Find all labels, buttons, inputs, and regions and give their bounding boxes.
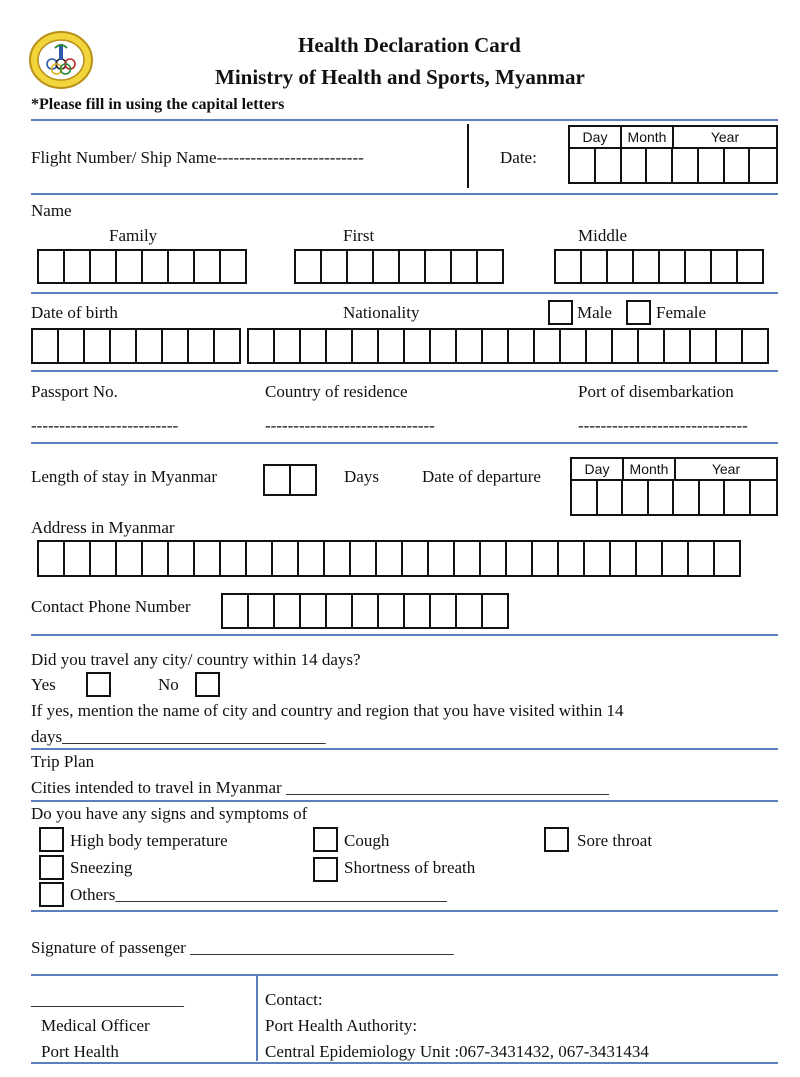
departure-date-input[interactable] bbox=[570, 457, 778, 516]
first-name-label: First bbox=[343, 226, 375, 245]
length-of-stay-label: Length of stay in Myanmar bbox=[31, 467, 218, 486]
passport-number-line[interactable]: -------------------------- bbox=[31, 416, 179, 435]
high-temperature-label: High body temperature bbox=[70, 831, 228, 850]
form-subtitle: Ministry of Health and Sports, Myanmar bbox=[215, 65, 585, 89]
country-of-residence-label: Country of residence bbox=[265, 382, 408, 401]
divider bbox=[31, 442, 778, 444]
shortness-of-breath-checkbox[interactable] bbox=[313, 857, 338, 882]
travel-days-line[interactable]: days_______________________________ bbox=[31, 727, 326, 746]
date-of-birth-label: Date of birth bbox=[31, 303, 118, 322]
trip-plan-label: Trip Plan bbox=[31, 752, 95, 771]
divider bbox=[31, 748, 778, 750]
male-label: Male bbox=[577, 303, 612, 322]
contact-label: Contact: bbox=[265, 990, 323, 1009]
divider bbox=[31, 800, 778, 802]
female-label: Female bbox=[656, 303, 707, 322]
date-of-birth-boxes[interactable] bbox=[31, 328, 241, 364]
family-name-label: Family bbox=[109, 226, 158, 245]
port-of-disembarkation-label: Port of disembarkation bbox=[578, 382, 734, 401]
nationality-boxes[interactable] bbox=[247, 328, 769, 364]
first-name-boxes[interactable] bbox=[294, 249, 504, 284]
form-title: Health Declaration Card bbox=[298, 33, 521, 57]
nationality-label: Nationality bbox=[343, 303, 420, 322]
travel-mention-text: If yes, mention the name of city and country and region that you have visited within 14 bbox=[31, 701, 624, 720]
cough-checkbox[interactable] bbox=[313, 827, 338, 852]
male-checkbox[interactable] bbox=[548, 300, 573, 325]
instruction-text: *Please fill in using the capital letters bbox=[31, 96, 285, 113]
sneezing-checkbox[interactable] bbox=[39, 855, 64, 880]
address-boxes[interactable] bbox=[37, 540, 741, 577]
no-label: No bbox=[158, 675, 179, 694]
sneezing-label: Sneezing bbox=[70, 858, 133, 877]
country-of-residence-line[interactable]: ------------------------------ bbox=[265, 416, 435, 435]
days-label: Days bbox=[344, 467, 379, 486]
flight-number-label: Flight Number/ Ship Name-------------------------- bbox=[31, 148, 364, 167]
divider bbox=[31, 910, 778, 912]
yes-label: Yes bbox=[31, 675, 56, 694]
contact-phone-boxes[interactable] bbox=[221, 593, 509, 629]
sore-throat-label: Sore throat bbox=[577, 831, 653, 850]
divider bbox=[31, 370, 778, 372]
epidemiology-unit-contact: Central Epidemiology Unit :067-3431432, 067-3431434 bbox=[265, 1042, 649, 1061]
sore-throat-checkbox[interactable] bbox=[544, 827, 569, 852]
divider bbox=[31, 1062, 778, 1064]
day-header: Day bbox=[570, 127, 622, 147]
footer-separator bbox=[256, 976, 258, 1061]
day-header: Day bbox=[572, 459, 624, 479]
others-checkbox[interactable] bbox=[39, 882, 64, 907]
middle-name-label: Middle bbox=[578, 226, 628, 245]
shortness-of-breath-label: Shortness of breath bbox=[344, 858, 476, 877]
date-label: Date: bbox=[500, 148, 537, 167]
female-checkbox[interactable] bbox=[626, 300, 651, 325]
flight-date-separator bbox=[467, 124, 469, 188]
date-of-departure-label: Date of departure bbox=[422, 467, 541, 486]
name-label: Name bbox=[31, 201, 72, 220]
travel-no-checkbox[interactable] bbox=[195, 672, 220, 697]
divider bbox=[31, 193, 778, 195]
port-health-label: Port Health bbox=[41, 1042, 119, 1061]
flight-date-input[interactable] bbox=[568, 125, 778, 184]
signature-line[interactable]: Signature of passenger _______________________________ bbox=[31, 938, 454, 957]
family-name-boxes[interactable] bbox=[37, 249, 247, 284]
month-header: Month bbox=[624, 459, 676, 479]
port-of-disembarkation-line[interactable]: ------------------------------ bbox=[578, 416, 748, 435]
month-header: Month bbox=[622, 127, 674, 147]
divider bbox=[31, 634, 778, 636]
ministry-logo-icon bbox=[28, 30, 94, 90]
high-temperature-checkbox[interactable] bbox=[39, 827, 64, 852]
travel-question: Did you travel any city/ country within 14 days? bbox=[31, 650, 361, 669]
travel-yes-checkbox[interactable] bbox=[86, 672, 111, 697]
divider bbox=[31, 119, 778, 121]
cough-label: Cough bbox=[344, 831, 390, 850]
year-header: Year bbox=[711, 461, 741, 477]
middle-name-boxes[interactable] bbox=[554, 249, 764, 284]
contact-phone-label: Contact Phone Number bbox=[31, 597, 191, 616]
symptoms-question: Do you have any signs and symptoms of bbox=[31, 804, 308, 823]
cities-intended-line[interactable]: Cities intended to travel in Myanmar ______________________________________ bbox=[31, 778, 609, 797]
divider bbox=[31, 292, 778, 294]
medical-officer-label: Medical Officer bbox=[41, 1016, 150, 1035]
divider bbox=[31, 974, 778, 976]
year-header: Year bbox=[710, 129, 740, 145]
port-health-authority-label: Port Health Authority: bbox=[265, 1016, 418, 1035]
medical-officer-sign-line[interactable]: __________________ bbox=[31, 990, 184, 1009]
passport-number-label: Passport No. bbox=[31, 382, 118, 401]
address-label: Address in Myanmar bbox=[31, 518, 175, 537]
others-line[interactable]: Others_______________________________________ bbox=[70, 885, 447, 904]
length-of-stay-boxes[interactable] bbox=[263, 464, 317, 496]
